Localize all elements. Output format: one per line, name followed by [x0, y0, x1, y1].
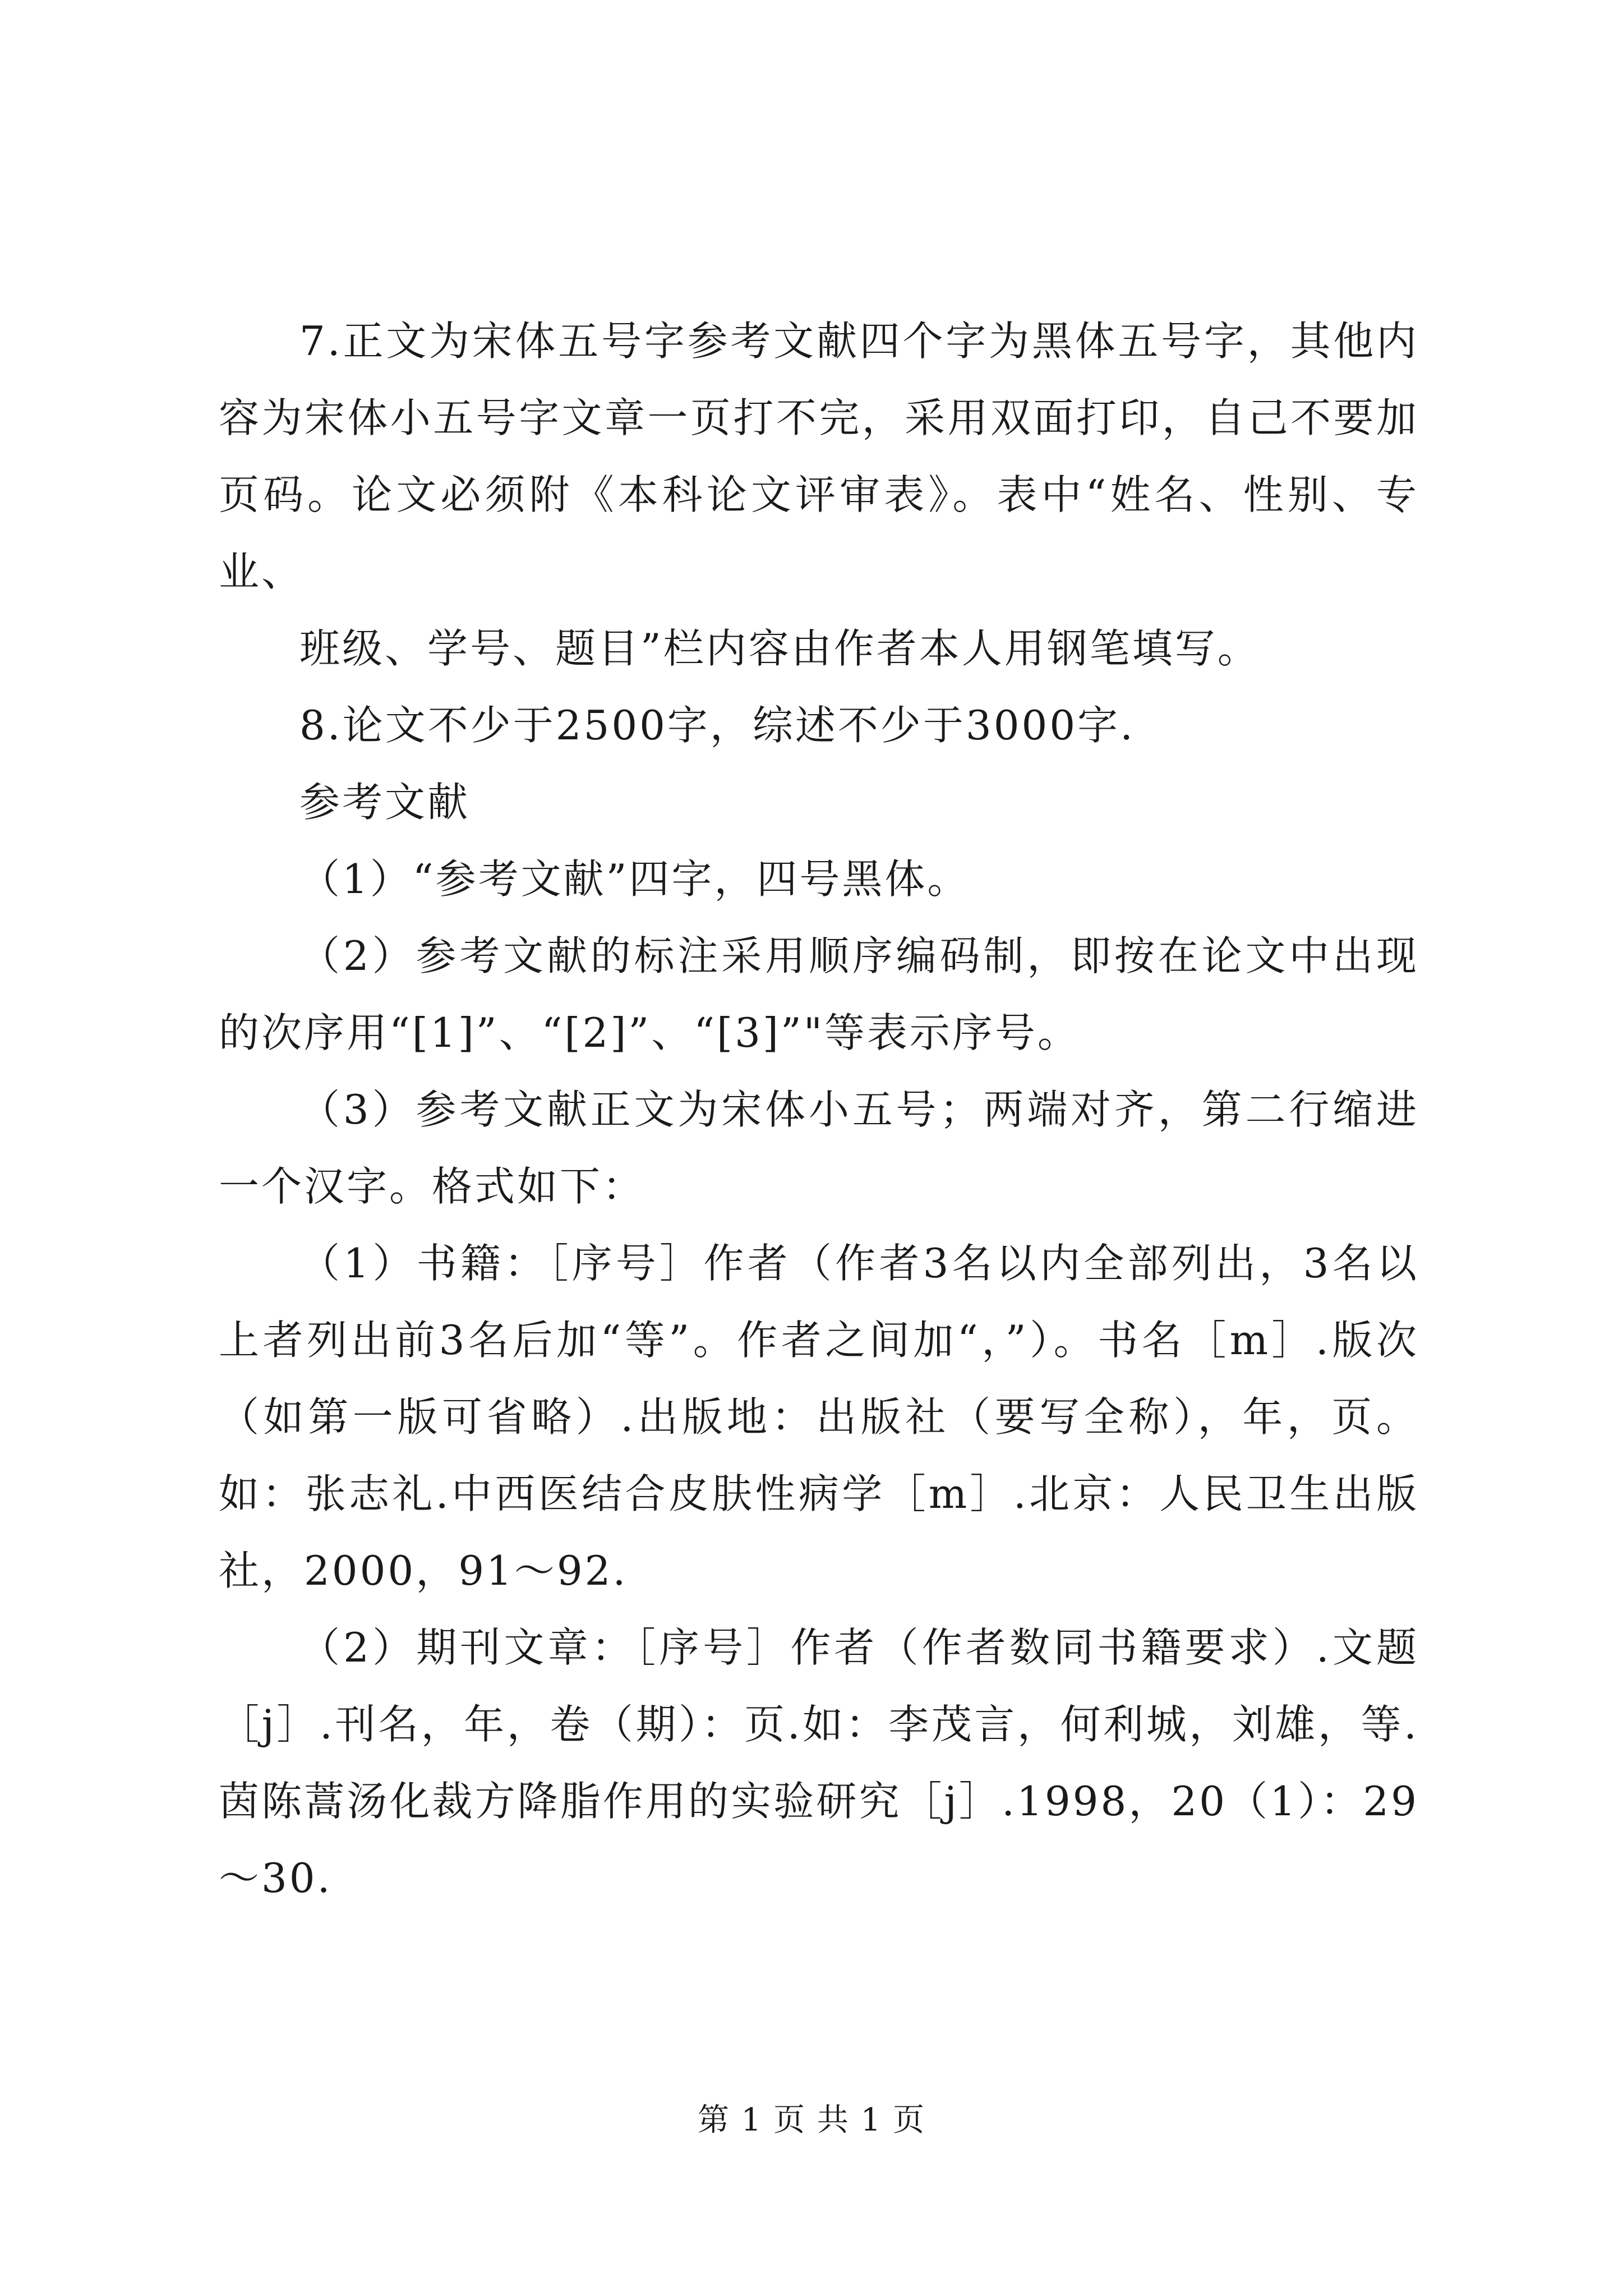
paragraph-fill-instructions: 班级、学号、题目”栏内容由作者本人用钢笔填写。 — [299, 625, 1260, 672]
paragraph-reference-numbering: （2）参考文献的标注采用顺序编码制，即按在论文中出现的次序用“[1]”、“[2]”、“[3]”"等表示序号。 — [219, 932, 1419, 1056]
section-heading-references: 参考文献 — [299, 779, 471, 826]
paragraph-format-rules: 7.正文为宋体五号字参考文献四个字为黑体五号字，其他内容为宋体小五号字文章一页打不完，采用双面打印，自己不要加页码。论文必须附《本科论文评审表》。表中“姓名、性别、专业、 — [219, 318, 1419, 595]
document-body — [219, 303, 1419, 1917]
paragraph-reference-title-style: （1）“参考文献”四字，四号黑体。 — [299, 855, 970, 903]
paragraph-book-format: （1）书籍：［序号］作者（作者3名以内全部列出，3名以上者列出前3名后加“等”。作者之间加“，”）。书名［m］.版次（如第一版可省略）.出版地：出版社（要写全称），年，页。如：张志礼.中西医结合皮肤性病学［m］.北京：人民卫生出版社，2000，91～92. — [219, 1240, 1419, 1594]
paragraph-journal-format: （2）期刊文章：［序号］作者（作者数同书籍要求）.文题［j］.刊名，年，卷（期）：页.如：李茂言，何利城，刘雄，等.茵陈蒿汤化裁方降脂作用的实验研究［j］.1998，20（1）：29～30. — [219, 1624, 1419, 1902]
paragraph-reference-body-style: （3）参考文献正文为宋体小五号；两端对齐，第二行缩进一个汉字。格式如下： — [219, 1086, 1419, 1210]
paragraph-word-count: 8.论文不少于2500字，综述不少于3000字. — [299, 702, 1136, 749]
page-footer: 第 1 页 共 1 页 — [697, 2102, 926, 2138]
